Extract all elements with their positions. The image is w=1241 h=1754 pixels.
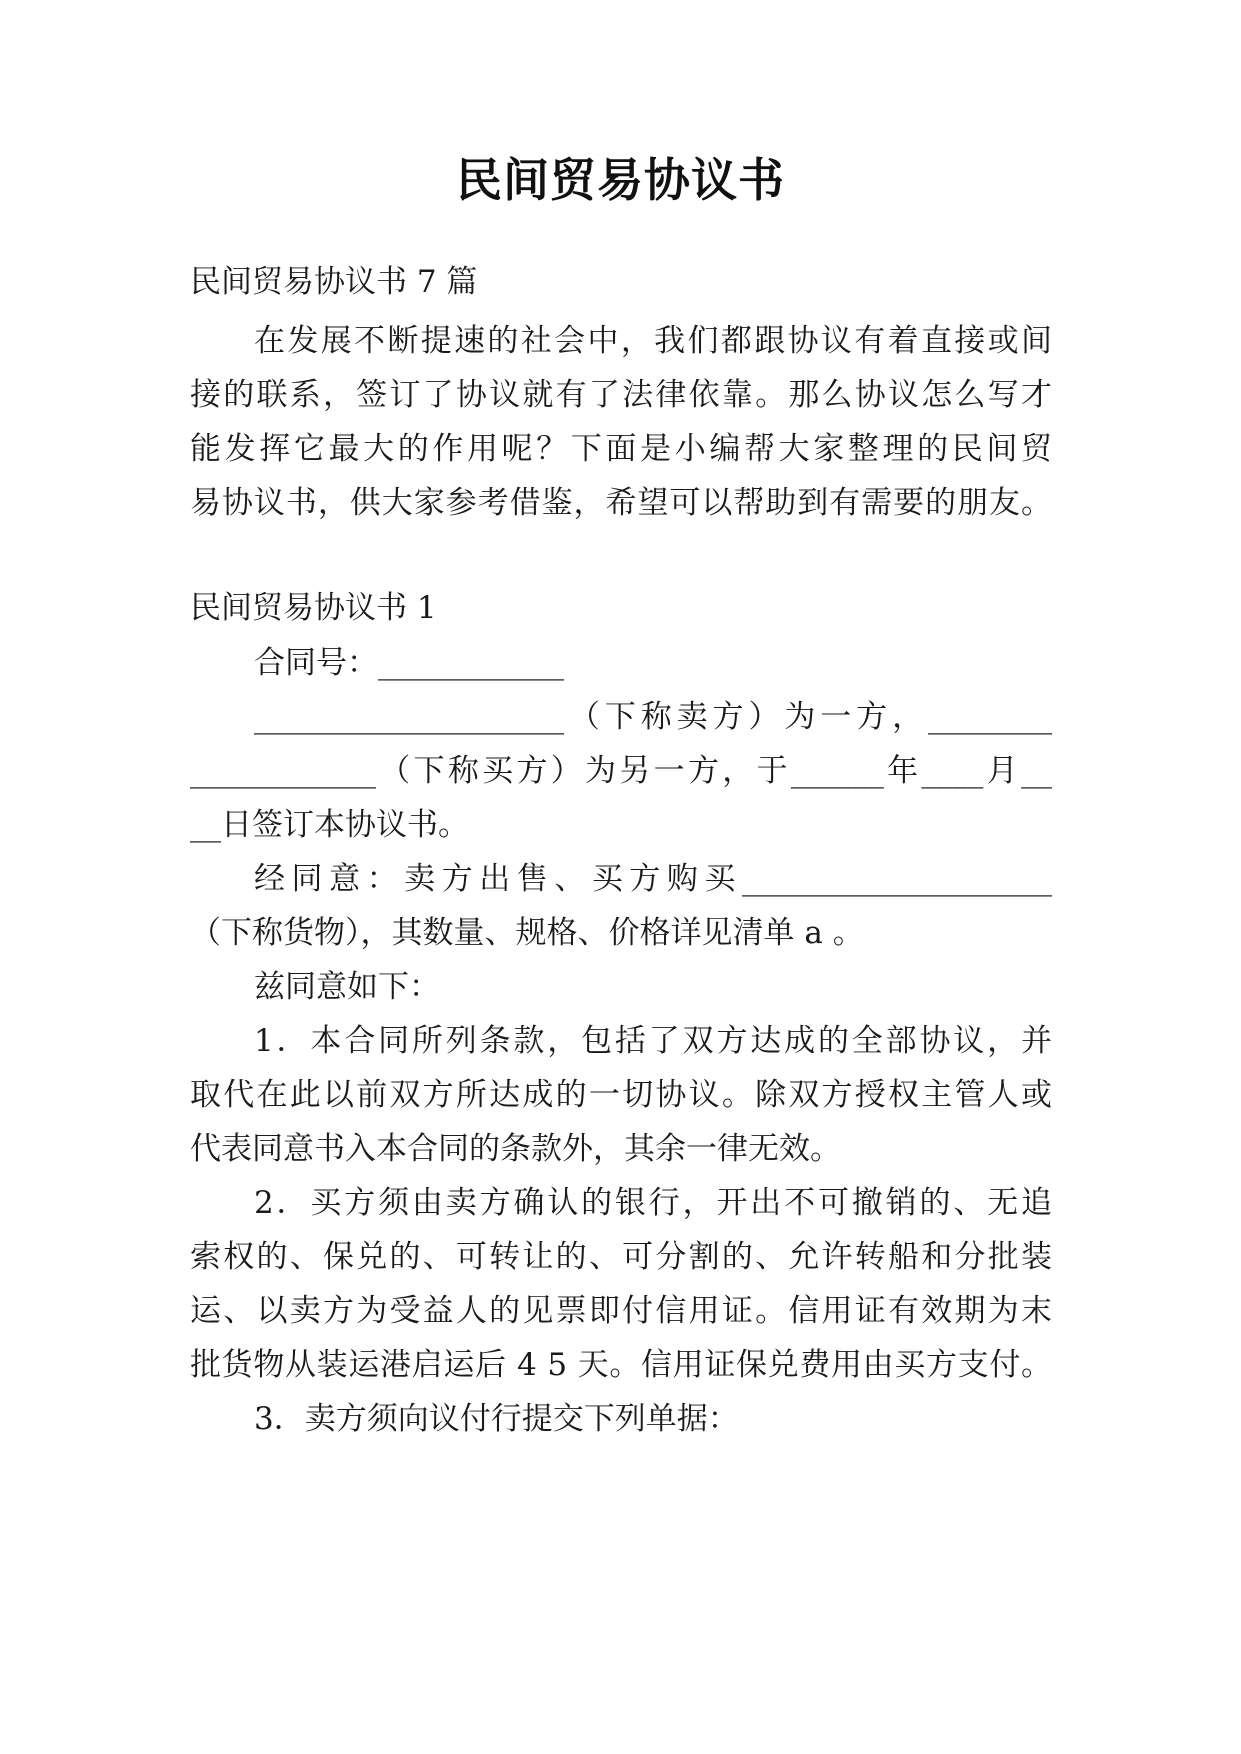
clause-2-line-3: 运、以卖方为受益人的见票即付信用证。信用证有效期为末 bbox=[190, 1293, 1052, 1329]
intro-line-2: 接的联系，签订了协议就有了法律依靠。那么协议怎么写才 bbox=[190, 377, 1052, 413]
clause-2-line-4: 批货物从装运港启运后 4 5 天。信用证保兑费用由买方支付。 bbox=[190, 1347, 1052, 1383]
clause-3-line-1: 3．卖方须向议付行提交下列单据： bbox=[254, 1401, 739, 1437]
intro-line-1: 在发展不断提速的社会中，我们都跟协议有着直接或间 bbox=[254, 323, 1052, 359]
clause-1-line-1: 1．本合同所列条款，包括了双方达成的全部协议，并 bbox=[254, 1023, 1052, 1059]
goods-line-2: （下称货物），其数量、规格、价格详见清单 a 。 bbox=[190, 915, 864, 951]
parties-line-3: __日签订本协议书。 bbox=[190, 807, 469, 843]
agreement-intro: 兹同意如下： bbox=[254, 969, 440, 1005]
goods-line-1: 经同意：卖方出售、买方购买____________________ bbox=[254, 861, 1052, 897]
intro-line-3: 能发挥它最大的作用呢？下面是小编帮大家整理的民间贸 bbox=[190, 431, 1052, 467]
contract-number-line: 合同号：____________ bbox=[254, 645, 564, 681]
clause-2-line-1: 2．买方须由卖方确认的银行，开出不可撤销的、无追 bbox=[254, 1185, 1052, 1221]
series-heading: 民间贸易协议书 7 篇 bbox=[190, 264, 478, 300]
clause-1-line-2: 取代在此以前双方所达成的一切协议。除双方授权主管人或 bbox=[190, 1077, 1052, 1113]
clause-1-line-3: 代表同意书入本合同的条款外，其余一律无效。 bbox=[190, 1131, 841, 1167]
intro-line-4: 易协议书，供大家参考借鉴，希望可以帮助到有需要的朋友。 bbox=[190, 485, 1052, 521]
parties-line-1: ____________________（下称卖方）为一方，________ bbox=[254, 699, 1052, 735]
clause-2-line-2: 索权的、保兑的、可转让的、可分割的、允许转船和分批装 bbox=[190, 1239, 1052, 1275]
section-heading: 民间贸易协议书 1 bbox=[190, 590, 437, 626]
parties-line-2: ____________（下称买方）为另一方，于______年____月__ bbox=[190, 753, 1052, 789]
document-title: 民间贸易协议书 bbox=[456, 153, 785, 207]
